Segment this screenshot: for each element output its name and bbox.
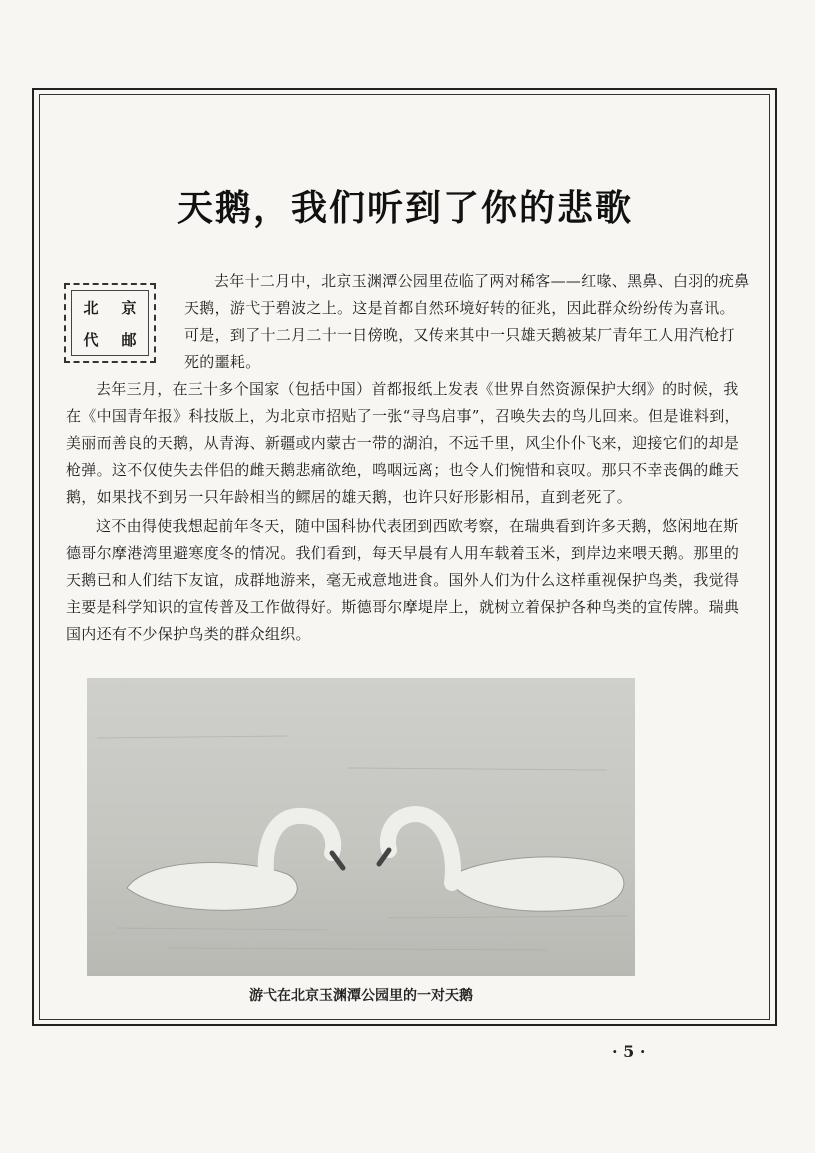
stamp-char: 代 <box>83 330 99 349</box>
stamp-char: 北 <box>83 298 99 317</box>
article-title: 天鹅，我们听到了你的悲歌 <box>176 188 633 229</box>
beijing-proxy-stamp <box>64 283 156 363</box>
stamp-char: 京 <box>121 298 137 317</box>
swans-photo <box>87 678 635 976</box>
stamp-char: 邮 <box>121 330 137 349</box>
paragraph-2: 去年三月，在三十多个国家（包括中国）首都报纸上发表《世界自然资源保护大纲》的时候，我在《中国青年报》科技版上，为北京市招贴了一张“寻鸟启事”，召唤失去的鸟儿回来。但是谁料到，美丽而善良的天鹅，从青海、新疆或内蒙古一带的湖泊，不远千里，风尘仆仆飞来，迎接它们的却是枪弹。这不仅使失去伴侣的雌天鹅悲痛欲绝，鸣咽远离；也令人们惋惜和哀叹。那只不幸丧偶的雌天鹅，如果找不到另一只年龄相当的鳏居的雄天鹅，也许只好形影相吊，直到老死了。 <box>66 380 740 506</box>
paragraph-3: 这不由得使我想起前年冬天，随中国科协代表团到西欧考察，在瑞典看到许多天鹅，悠闲地在斯德哥尔摩港湾里避寒度冬的情况。我们看到，每天早晨有人用车载着玉米，到岸边来喂天鹅。那里的天鹅已和人们结下友谊，成群地游来，毫无戒意地进食。国外人们为什么这样重视保护鸟类，我觉得主要是科学知识的宣传普及工作做得好。斯德哥尔摩堤岸上，就树立着保护各种鸟类的宣传牌。瑞典国内还有不少保护鸟类的群众组织。 <box>66 517 740 643</box>
paragraph-1: 去年十二月中，北京玉渊潭公园里莅临了两对稀客——红喙、黑鼻、白羽的疣鼻天鹅，游弋于碧波之上。这是首都自然环境好转的征兆，因此群众纷纷传为喜讯。可是，到了十二月二十一日傍晚，又传来其中一只雄天鹅被某厂青年工人用汽枪打死的噩耗。 <box>184 272 750 371</box>
page-number: · 5 · <box>612 1042 646 1061</box>
photo-caption: 游弋在北京玉渊潭公园里的一对天鹅 <box>249 988 473 1004</box>
